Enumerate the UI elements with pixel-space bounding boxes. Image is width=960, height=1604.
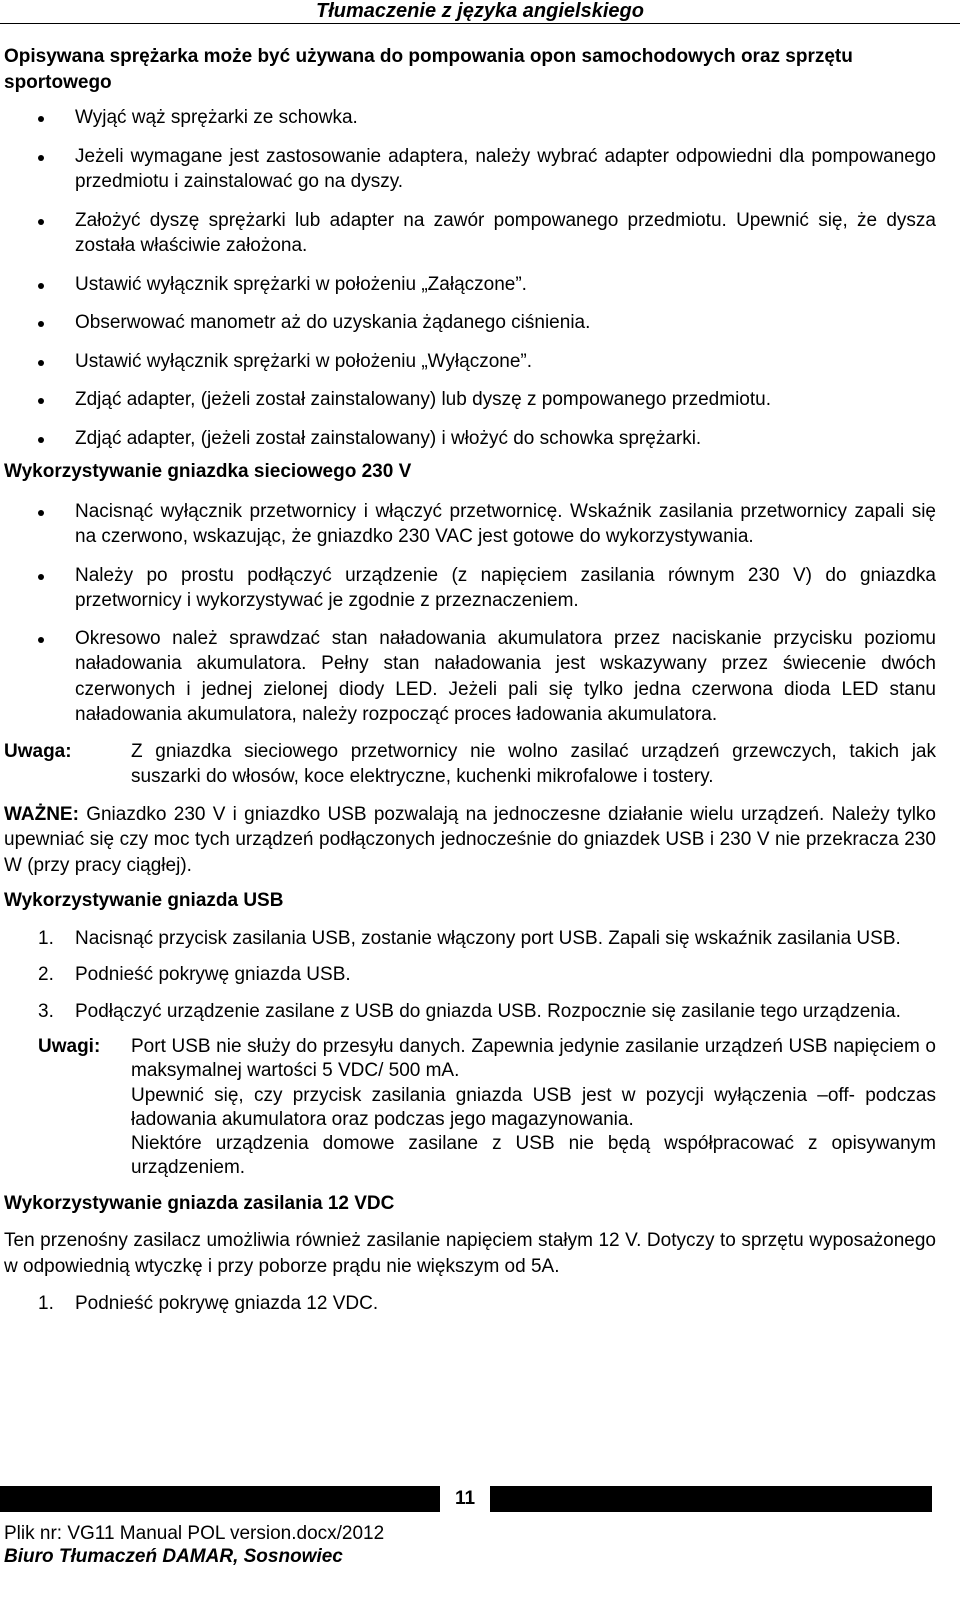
section-title-usb: Wykorzystywanie gniazda USB: [4, 890, 284, 911]
usb-note-item: Port USB nie służy do przesyłu danych. Zapewnia jedynie zasilanie urządzeń USB napięciem o maksymalnej wartości 5 VDC/ 500 mA.: [131, 1036, 936, 1082]
list-item: Zdjąć adapter, (jeżeli został zainstalowany) i włożyć do schowka sprężarki.: [4, 426, 936, 452]
list-item: Okresowo należ sprawdzać stan naładowania akumulatora przez naciskanie przycisku poziomu naładowania akumulatora. Pełny stan naładowania jest wskazywany przez świecenie dwóch czerwonych i jednej zielonej diody LED. Jeżeli pali się tylko jedna czerwona dioda LED stanu naładowania akumulatora, należy rozpocząć proces ładowania akumulatora.: [4, 626, 936, 728]
section-title-dc: Wykorzystywanie gniazda zasilania 12 VDC: [4, 1192, 395, 1214]
bullet-icon: [38, 398, 44, 404]
compressor-steps-list: [4, 105, 936, 451]
page-header: [0, 0, 960, 24]
note-text: Z gniazdka sieciowego przetwornicy nie wolno zasilać urządzeń grzewczych, takich jak suszarki do włosów, koce elektryczne, kuchenki mikrofalowe i tostery.: [131, 740, 936, 787]
bullet-icon: [38, 116, 44, 122]
document-body: [4, 44, 936, 1328]
bullet-icon: [38, 219, 44, 225]
page-number: 11: [440, 1486, 490, 1512]
list-item: Należy po prostu podłączyć urządzenie (z napięciem zasilania równym 230 V) do gniazdka przetwornicy i wykorzystywać je zgodnie z przeznaczeniem.: [4, 563, 936, 614]
dc-steps-list: [4, 1291, 936, 1317]
footer-file: Plik nr: VG11 Manual POL version.docx/2012: [4, 1523, 385, 1544]
note-label: Uwaga:: [4, 740, 72, 762]
section-title-ac: Wykorzystywanie gniazdka sieciowego 230 V: [4, 461, 412, 482]
list-item: 3. Podłączyć urządzenie zasilane z USB do gniazda USB. Rozpocznie się zasilanie tego urządzenia.: [38, 1000, 901, 1022]
important-text: Gniazdko 230 V i gniazdko USB pozwalają na jednoczesne działanie wielu urządzeń. Należy tylko upewniać się czy moc tych urządzeń podłączonych jednocześnie do gniazdek USB i 230 V nie przekracza 230 W (przy pracy ciągłej).: [4, 803, 936, 876]
intro-paragraph: Opisywana sprężarka może być używana do pompowania opon samochodowych oraz sprzętu sportowego: [4, 46, 853, 93]
bullet-icon: [38, 155, 44, 161]
list-item: Ustawić wyłącznik sprężarki w położeniu „Załączone”.: [4, 272, 936, 298]
bullet-icon: [38, 360, 44, 366]
footer-office: Biuro Tłumaczeń DAMAR, Sosnowiec: [4, 1546, 343, 1567]
bullet-icon: [38, 437, 44, 443]
bullet-icon: [38, 321, 44, 327]
list-item: Założyć dyszę sprężarki lub adapter na zawór pompowanego przedmiotu. Upewnić się, że dysza została właściwie założona.: [4, 208, 936, 259]
bullet-icon: [38, 574, 44, 580]
list-item: 2. Podnieść pokrywę gniazda USB.: [38, 964, 351, 985]
notes-label: Uwagi:: [38, 1036, 101, 1057]
usb-notes: [4, 1035, 936, 1181]
important-label: WAŻNE:: [4, 803, 79, 825]
bullet-icon: [38, 510, 44, 516]
important-paragraph: [4, 802, 936, 879]
list-item: Zdjąć adapter, (jeżeli został zainstalowany) lub dyszę z pompowanego przedmiotu.: [4, 387, 936, 413]
bullet-icon: [38, 637, 44, 643]
list-item: Ustawić wyłącznik sprężarki w położeniu „Wyłączone”.: [4, 349, 936, 375]
header-title: Tłumaczenie z języka angielskiego: [316, 0, 644, 22]
dc-paragraph: Ten przenośny zasilacz umożliwia również zasilanie napięciem stałym 12 V. Dotyczy to sprzętu wyposażonego w odpowiednią wtyczkę i przy poborze prądu nie większym od 5A.: [4, 1230, 936, 1277]
ac-steps-list: [4, 499, 936, 728]
list-item: Obserwować manometr aż do uzyskania żądanego ciśnienia.: [4, 310, 936, 336]
list-item: Nacisnąć wyłącznik przetwornicy i włączyć przetwornicę. Wskaźnik zasilania przetwornicy zapali się na czerwono, wskazując, że gniazdko 230 VAC jest gotowe do wykorzystywania.: [4, 499, 936, 550]
usb-note-item: Niektóre urządzenia domowe zasilane z USB nie będą współpracować z opisywanym urządzeniem.: [131, 1133, 936, 1179]
ac-note: [4, 739, 936, 790]
list-item: Wyjąć wąż sprężarki ze schowka.: [4, 105, 936, 131]
usb-note-item: Upewnić się, czy przycisk zasilania gniazda USB jest w pozycji wyłączenia –off- podczas ładowania akumulatora oraz podczas jego magazynowania.: [131, 1084, 936, 1130]
list-item: Jeżeli wymagane jest zastosowanie adaptera, należy wybrać adapter odpowiedni dla pompowanego przedmiotu i zainstalować go na dyszy.: [4, 144, 936, 195]
usb-steps-list: [4, 926, 936, 1025]
list-item: 1. Podnieść pokrywę gniazda 12 VDC.: [38, 1293, 379, 1315]
list-item: 1. Nacisnąć przycisk zasilania USB, zostanie włączony port USB. Zapali się wskaźnik zasilania USB.: [38, 927, 901, 949]
bullet-icon: [38, 283, 44, 289]
